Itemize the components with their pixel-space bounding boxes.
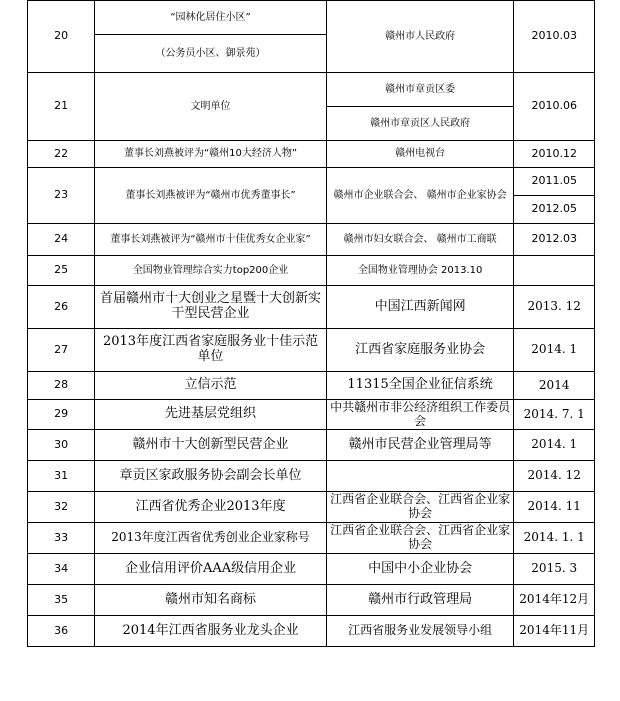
issuing-organization: 赣州市章贡区人民政府 — [326, 107, 514, 141]
table-row — [28, 523, 595, 554]
table-row — [28, 461, 595, 492]
issuing-organization: 赣州市妇女联合会、 赣州市工商联 — [326, 224, 514, 256]
issuing-organization: 赣州市民营企业管理局等 — [326, 430, 514, 461]
award-name: 立信示范 — [95, 372, 326, 400]
award-date: 2014年11月 — [514, 616, 595, 647]
table-row — [28, 430, 595, 461]
award-date: 2014. 7. 1 — [514, 400, 595, 430]
issuing-organization: 中国中小企业协会 — [326, 554, 514, 585]
issuing-organization: 全国物业管理协会 2013.10 — [326, 256, 514, 286]
award-name: 董事长刘燕被评为“赣州市优秀董事长” — [95, 168, 326, 224]
row-number: 22 — [28, 141, 95, 168]
award-name: 首届赣州市十大创业之星暨十大创新实干型民营企业 — [95, 286, 326, 329]
award-name: 全国物业管理综合实力top200企业 — [95, 256, 326, 286]
award-date: 2010.03 — [514, 1, 595, 73]
issuing-organization: 江西省服务业发展领导小组 — [326, 616, 514, 647]
row-number: 23 — [28, 168, 95, 224]
issuing-organization: 11315全国企业征信系统 — [326, 372, 514, 400]
table-row — [28, 224, 595, 256]
award-name: 企业信用评价AAA级信用企业 — [95, 554, 326, 585]
issuing-organization: 赣州电视台 — [326, 141, 514, 168]
row-number: 20 — [28, 1, 95, 73]
award-date: 2014. 1 — [514, 329, 595, 372]
row-number: 24 — [28, 224, 95, 256]
table-row — [28, 73, 595, 107]
issuing-organization: 赣州市人民政府 — [326, 1, 514, 73]
award-date: 2012.03 — [514, 224, 595, 256]
row-number: 30 — [28, 430, 95, 461]
table-row — [28, 256, 595, 286]
row-number: 33 — [28, 523, 95, 554]
issuing-organization: 江西省企业联合会、江西省企业家协会 — [326, 492, 514, 523]
award-name: 2013年度江西省优秀创业企业家称号 — [95, 523, 326, 554]
award-name: 2013年度江西省家庭服务业十佳示范单位 — [95, 329, 326, 372]
award-date: 2014. 12 — [514, 461, 595, 492]
table-row — [28, 329, 595, 372]
table-row — [28, 616, 595, 647]
row-number: 31 — [28, 461, 95, 492]
row-number: 29 — [28, 400, 95, 430]
award-name: 章贡区家政服务协会副会长单位 — [95, 461, 326, 492]
awards-table — [27, 0, 595, 647]
award-date: 2014 — [514, 372, 595, 400]
table-row — [28, 400, 595, 430]
row-number: 28 — [28, 372, 95, 400]
row-number: 27 — [28, 329, 95, 372]
award-name: 江西省优秀企业2013年度 — [95, 492, 326, 523]
award-date: 2015. 3 — [514, 554, 595, 585]
issuing-organization: 中共赣州市非公经济组织工作委员会 — [326, 400, 514, 430]
row-number: 21 — [28, 73, 95, 141]
award-name: 董事长刘燕被评为“赣州10大经济人物” — [95, 141, 326, 168]
award-name: 赣州市十大创新型民营企业 — [95, 430, 326, 461]
row-number: 35 — [28, 585, 95, 616]
award-date: 2014. 1. 1 — [514, 523, 595, 554]
award-date: 2010.06 — [514, 73, 595, 141]
table-row — [28, 585, 595, 616]
award-name: 文明单位 — [95, 73, 326, 141]
award-date: 2013. 12 — [514, 286, 595, 329]
row-number: 34 — [28, 554, 95, 585]
award-date: 2014. 11 — [514, 492, 595, 523]
award-date: 2011.05 — [514, 168, 595, 196]
issuing-organization: 赣州市行政管理局 — [326, 585, 514, 616]
row-number: 25 — [28, 256, 95, 286]
issuing-organization: 中国江西新闻网 — [326, 286, 514, 329]
award-date: 2014年12月 — [514, 585, 595, 616]
table-row — [28, 168, 595, 196]
award-date — [514, 256, 595, 286]
issuing-organization: 赣州市企业联合会、 赣州市企业家协会 — [326, 168, 514, 224]
award-date: 2014. 1 — [514, 430, 595, 461]
table-row — [28, 372, 595, 400]
award-date: 2012.05 — [514, 196, 595, 224]
issuing-organization — [326, 461, 514, 492]
row-number: 26 — [28, 286, 95, 329]
table-row — [28, 141, 595, 168]
table-row — [28, 286, 595, 329]
award-name: 先进基层党组织 — [95, 400, 326, 430]
table-row — [28, 554, 595, 585]
award-date: 2010.12 — [514, 141, 595, 168]
award-name: 赣州市知名商标 — [95, 585, 326, 616]
issuing-organization: 江西省家庭服务业协会 — [326, 329, 514, 372]
row-number: 36 — [28, 616, 95, 647]
award-name: 2014年江西省服务业龙头企业 — [95, 616, 326, 647]
award-name: 董事长刘燕被评为“赣州市十佳优秀女企业家” — [95, 224, 326, 256]
award-name-note: （公务员小区、御景苑） — [95, 35, 326, 73]
table-row — [28, 492, 595, 523]
issuing-organization: 江西省企业联合会、江西省企业家协会 — [326, 523, 514, 554]
issuing-organization: 赣州市章贡区委 — [326, 73, 514, 107]
row-number: 32 — [28, 492, 95, 523]
award-name: “园林化居住小区” — [95, 1, 326, 35]
table-row — [28, 1, 595, 35]
